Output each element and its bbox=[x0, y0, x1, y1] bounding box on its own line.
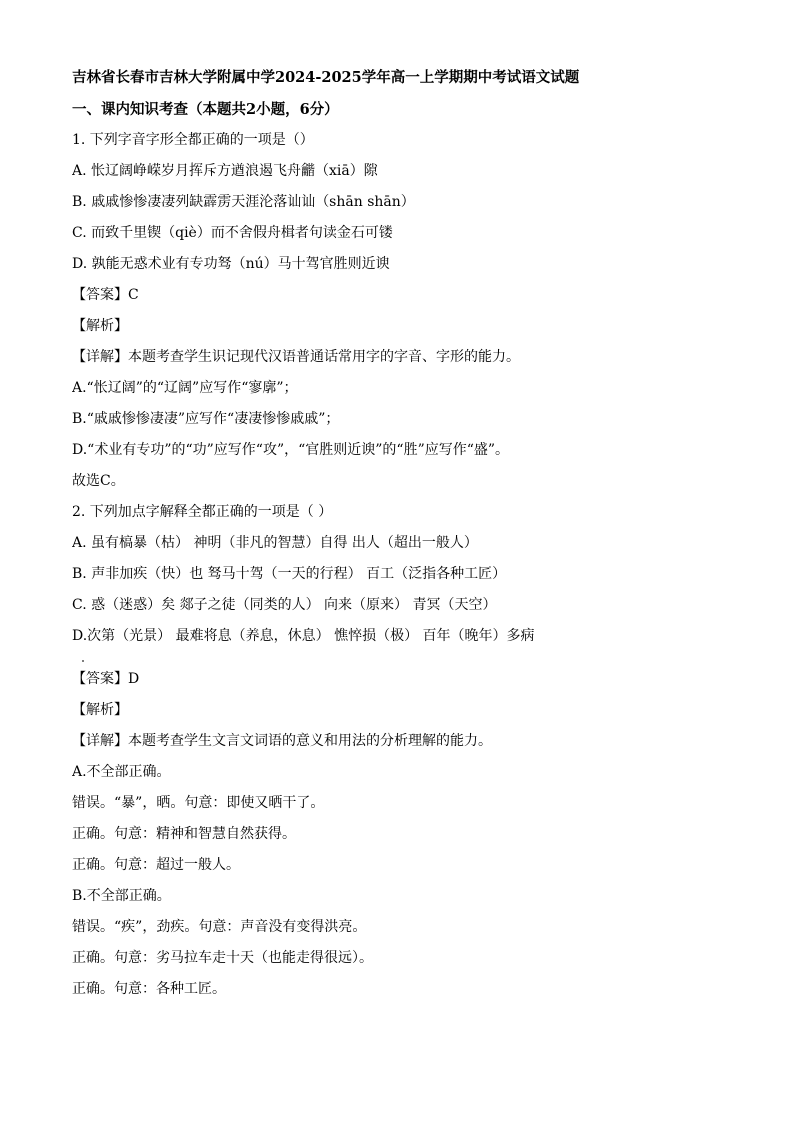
question-2-note-3: 正确。句意：精神和智慧自然获得。 bbox=[72, 826, 296, 842]
document-page bbox=[72, 62, 732, 1005]
question-2-note-2: 错误。“暴”，晒。句意：即使又晒干了。 bbox=[72, 795, 325, 811]
question-1-conclusion: 故选C。 bbox=[72, 473, 125, 489]
question-2-stem: 2. 下列加点字解释全都正确的一项是（ ） bbox=[72, 504, 333, 520]
document-title: 吉林省长春市吉林大学附属中学2024-2025学年高一上学期期中考试语文试题 bbox=[72, 69, 580, 86]
question-1-stem: 1. 下列字音字形全都正确的一项是（） bbox=[72, 132, 314, 148]
emphasis-dot bbox=[82, 660, 84, 662]
question-2-option-c: C. 惑（迷惑）矣 郯子之徒（同类的人） 向来（原来） 青冥（天空） bbox=[72, 597, 497, 613]
question-1-detail: 【详解】本题考查学生识记现代汉语普通话常用字的字音、字形的能力。 bbox=[72, 349, 520, 365]
question-2-note-4: 正确。句意：超过一般人。 bbox=[72, 857, 240, 873]
section-heading: 一、课内知识考查（本题共2小题，6分） bbox=[72, 101, 339, 118]
question-1-analysis-label: 【解析】 bbox=[72, 318, 128, 334]
question-2-note-8: 正确。句意：各种工匠。 bbox=[72, 981, 226, 997]
question-2-analysis-label: 【解析】 bbox=[72, 702, 128, 718]
question-2-option-b: B. 声非加疾（快）也 驽马十驾（一天的行程） 百工（泛指各种工匠） bbox=[72, 566, 507, 582]
question-1-note-a: A.“怅辽阔”的“辽阔”应写作“寥廓”； bbox=[72, 380, 298, 396]
question-2-note-6: 错误。“疾”，劲疾。句意：声音没有变得洪亮。 bbox=[72, 919, 367, 935]
question-2-option-a: A. 虽有槁暴（枯） 神明（非凡的智慧）自得 出人（超出一般人） bbox=[72, 535, 478, 551]
question-1-option-d: D. 孰能无惑术业有专功驽（nú）马十驾官胜则近谀 bbox=[72, 256, 390, 272]
question-1-option-a: A. 怅辽阔峥嵘岁月挥斥方遒浪遏飞舟龤（xiā）隙 bbox=[72, 163, 378, 179]
question-2-note-7: 正确。句意：劣马拉车走十天（也能走得很远）。 bbox=[72, 950, 373, 966]
question-2-detail: 【详解】本题考查学生文言文词语的意义和用法的分析理解的能力。 bbox=[72, 733, 492, 749]
question-2-note-5: B.不全部正确。 bbox=[72, 888, 171, 904]
question-1-answer: 【答案】C bbox=[72, 287, 139, 303]
question-1-note-d: D.“术业有专功”的“功”应写作“攻”，“官胜则近谀”的“胜”应写作“盛”。 bbox=[72, 442, 510, 458]
question-2-answer: 【答案】D bbox=[72, 671, 140, 687]
spacer bbox=[72, 652, 732, 664]
question-1-option-b: B. 戚戚惨惨凄凄列缺霹雳天涯沦落讪讪（shān shān） bbox=[72, 194, 415, 210]
question-2-option-d: D.次第（光景） 最难将息（养息，休息） 憔悴损（极） 百年（晚年）多病 bbox=[72, 628, 535, 644]
question-1-note-b: B.“戚戚惨惨凄凄”应写作“凄凄惨惨戚戚”； bbox=[72, 411, 340, 427]
question-2-note-1: A.不全部正确。 bbox=[72, 764, 171, 780]
question-1-option-c: C. 而致千里锲（qiè）而不舍假舟楫者句读金石可镂 bbox=[72, 225, 393, 241]
